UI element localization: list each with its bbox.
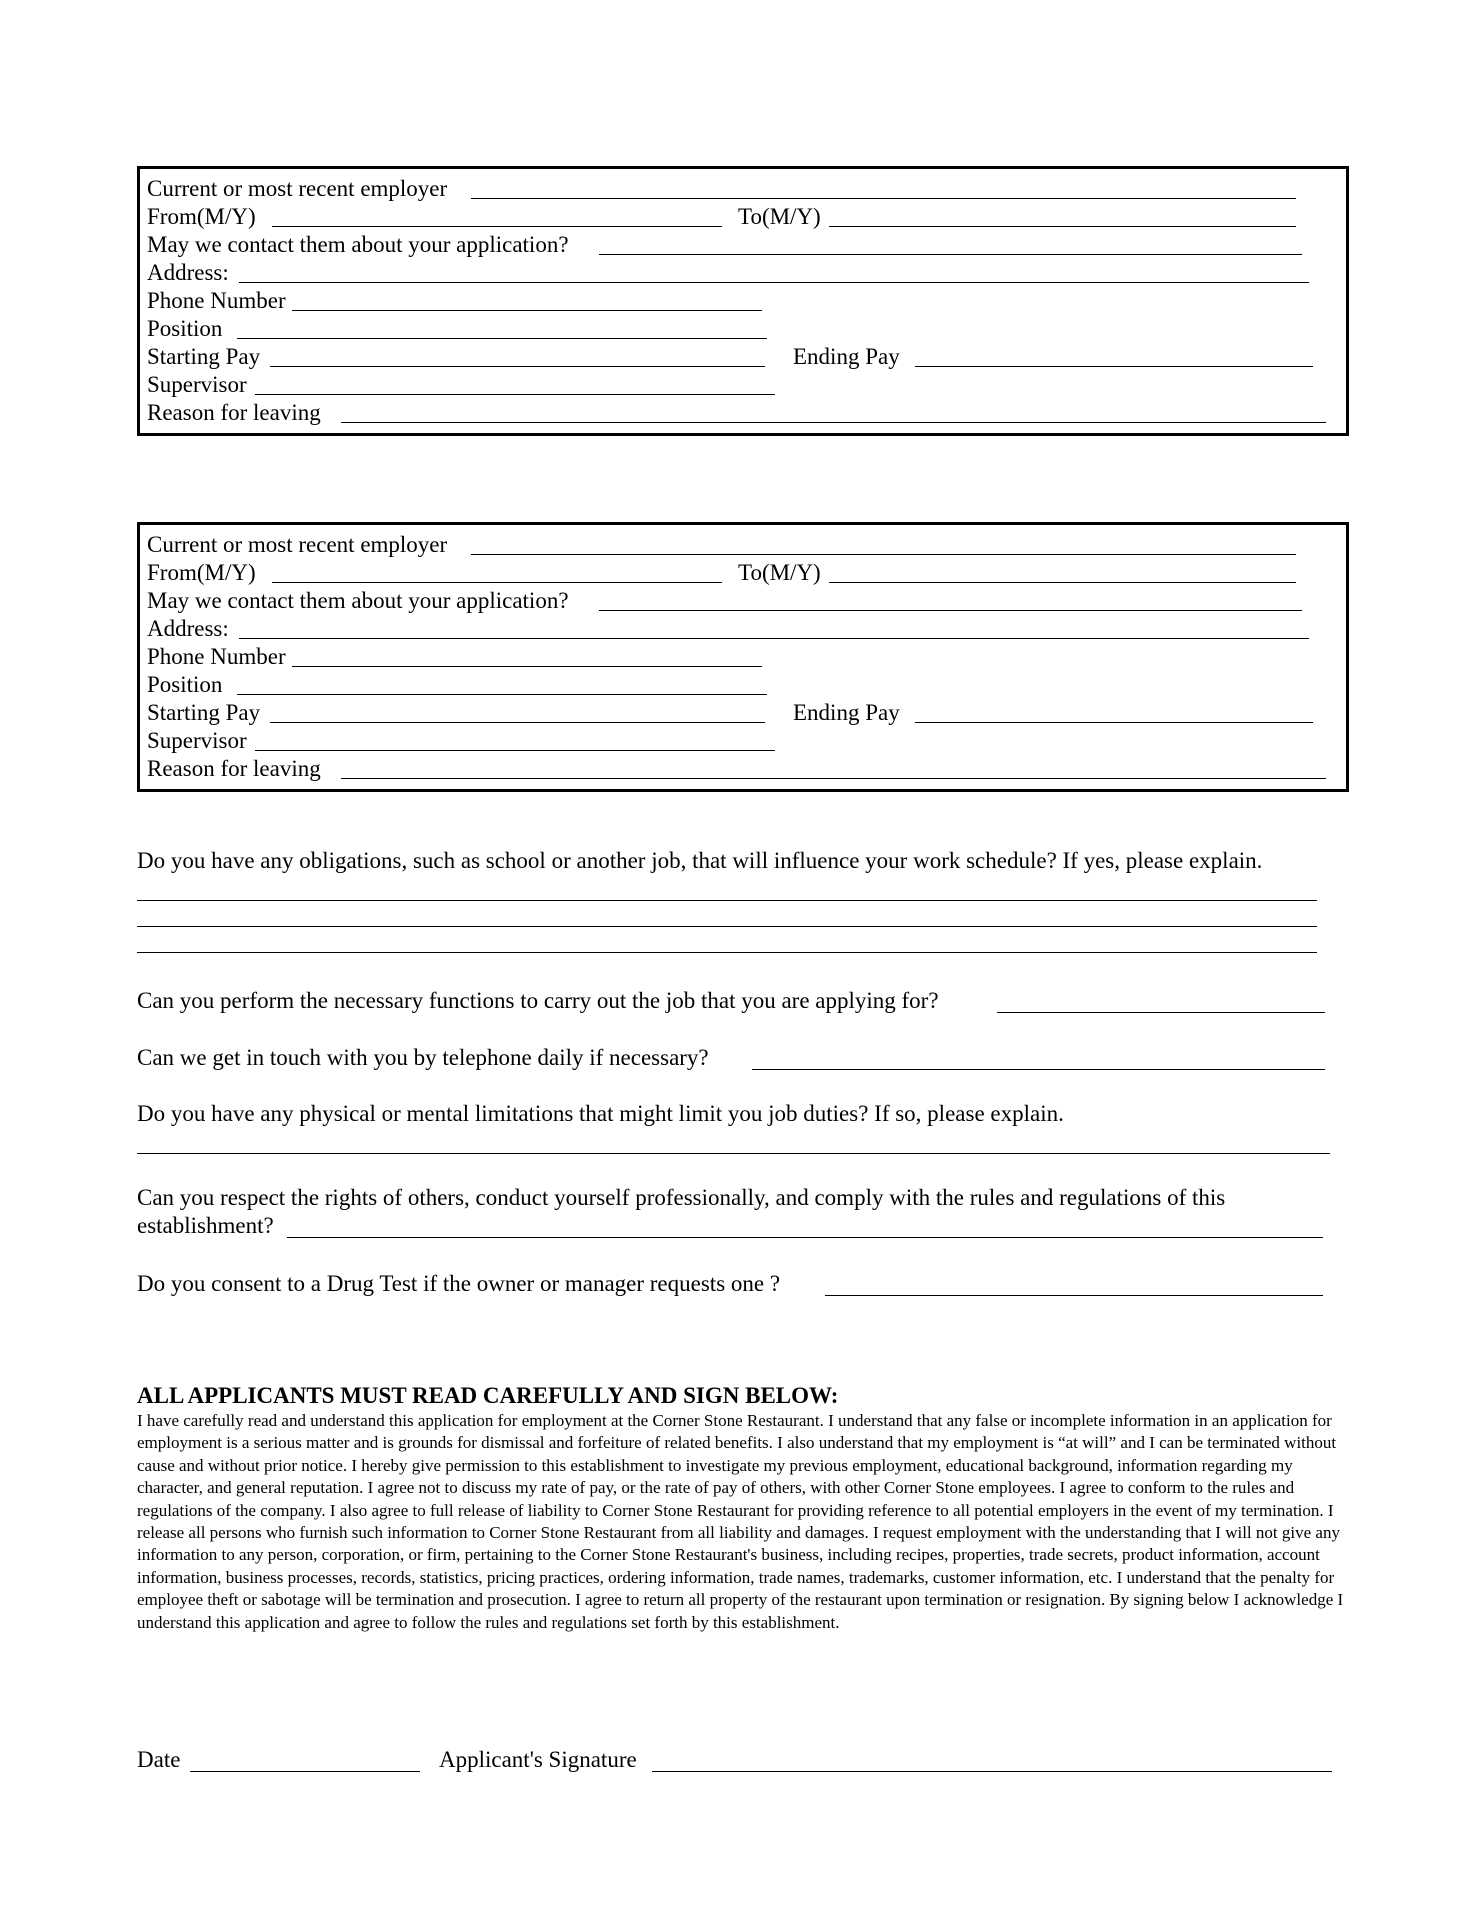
reason-field[interactable] <box>341 778 1326 779</box>
contact-label: May we contact them about your application? <box>147 588 569 613</box>
dates-row <box>147 559 1342 587</box>
obligations-answer-line-2[interactable] <box>137 926 1317 927</box>
starting-pay-field[interactable] <box>270 366 765 367</box>
phone-field[interactable] <box>292 310 762 311</box>
obligations-question: Do you have any obligations, such as school or another job, that will influence your work schedule? If yes, please explain. <box>137 848 1263 873</box>
respect-question-line-1: Can you respect the rights of others, conduct yourself professionally, and comply with the rules and regulations of this <box>137 1185 1226 1210</box>
date-label: Date <box>137 1747 181 1772</box>
current-employer-label: Current or most recent employer <box>147 532 448 557</box>
to-label: To(M/Y) <box>738 560 821 585</box>
address-row <box>147 259 1342 287</box>
supervisor-field[interactable] <box>255 394 775 395</box>
to-field[interactable] <box>829 226 1296 227</box>
respect-question-line-2: establishment? <box>137 1213 274 1238</box>
from-label: From(M/Y) <box>147 560 256 585</box>
telephone-answer-line[interactable] <box>752 1069 1325 1070</box>
position-label: Position <box>147 316 223 341</box>
address-row <box>147 615 1342 643</box>
pay-row <box>147 699 1342 727</box>
functions-question: Can you perform the necessary functions to carry out the job that you are applying for? <box>137 988 939 1013</box>
contact-label: May we contact them about your application? <box>147 232 569 257</box>
date-field[interactable] <box>190 1771 420 1772</box>
to-label: To(M/Y) <box>738 204 821 229</box>
limitations-answer-line[interactable] <box>137 1153 1330 1154</box>
position-field[interactable] <box>237 694 767 695</box>
current-employer-field[interactable] <box>471 198 1296 199</box>
contact-field[interactable] <box>599 254 1302 255</box>
pay-row <box>147 343 1342 371</box>
phone-row <box>147 643 1342 671</box>
position-field[interactable] <box>237 338 767 339</box>
agreement-heading: ALL APPLICANTS MUST READ CAREFULLY AND SIGN BELOW: <box>137 1383 839 1408</box>
address-label: Address: <box>147 616 229 641</box>
drug-test-question: Do you consent to a Drug Test if the owner or manager requests one ? <box>137 1271 781 1296</box>
signature-field[interactable] <box>652 1771 1332 1772</box>
starting-pay-field[interactable] <box>270 722 765 723</box>
supervisor-label: Supervisor <box>147 728 247 753</box>
phone-label: Phone Number <box>147 644 286 669</box>
ending-pay-field[interactable] <box>915 722 1313 723</box>
drug-test-answer-line[interactable] <box>825 1295 1323 1296</box>
current-employer-row <box>147 175 1342 203</box>
obligations-answer-line-3[interactable] <box>137 952 1317 953</box>
current-employer-field[interactable] <box>471 554 1296 555</box>
obligations-answer-line-1[interactable] <box>137 900 1317 901</box>
agreement-text: I have carefully read and understand this application for employment at the Corner Stone Restaurant. I understand that any false or incomplete information in an application for employment is a serious matter and is grounds for dismissal and forfeiture of related benefits. I also understand that my employment is “at will” and I can be terminated without cause and without prior notice. I hereby give permission to this establishment to investigate my previous employment, educational background, information regarding my character, and general reputation. I agree not to discuss my rate of pay, or the rate of pay of others, with other Corner Stone employees. I agree to conform to the rules and regulations of the company. I also agree to full release of liability to Corner Stone Restaurant for providing reference to all potential employers in the event of my termination. I release all persons who furnish such information to Corner Stone Restaurant from all liability and damages. I request employment with the understanding that I will not give any information to any person, corporation, or firm, pertaining to the Corner Stone Restaurant's business, including recipes, properties, trade secrets, product information, account information, business processes, records, statistics, pricing practices, ordering information, trade names, trademarks, customer information, etc. I understand that the penalty for employee theft or sabotage will be termination and prosecution. I agree to return all property of the restaurant upon termination or resignation. By signing below I acknowledge I understand this application and agree to follow the rules and regulations set forth by this establishment. <box>137 1411 1344 1632</box>
phone-label: Phone Number <box>147 288 286 313</box>
starting-pay-label: Starting Pay <box>147 700 261 725</box>
address-label: Address: <box>147 260 229 285</box>
reason-row <box>147 399 1342 427</box>
dates-row <box>147 203 1342 231</box>
address-field[interactable] <box>239 282 1309 283</box>
ending-pay-label: Ending Pay <box>793 700 900 725</box>
supervisor-field[interactable] <box>255 750 775 751</box>
phone-row <box>147 287 1342 315</box>
from-label: From(M/Y) <box>147 204 256 229</box>
contact-field[interactable] <box>599 610 1302 611</box>
employer-box-2 <box>137 522 1349 792</box>
current-employer-label: Current or most recent employer <box>147 176 448 201</box>
respect-answer-line[interactable] <box>287 1237 1323 1238</box>
phone-field[interactable] <box>292 666 762 667</box>
ending-pay-field[interactable] <box>915 366 1313 367</box>
address-field[interactable] <box>239 638 1309 639</box>
supervisor-row <box>147 371 1342 399</box>
from-field[interactable] <box>272 582 722 583</box>
position-row <box>147 671 1342 699</box>
limitations-question: Do you have any physical or mental limitations that might limit you job duties? If so, please explain. <box>137 1101 1064 1126</box>
contact-row <box>147 587 1342 615</box>
contact-row <box>147 231 1342 259</box>
ending-pay-label: Ending Pay <box>793 344 900 369</box>
position-label: Position <box>147 672 223 697</box>
reason-row <box>147 755 1342 783</box>
current-employer-row <box>147 531 1342 559</box>
starting-pay-label: Starting Pay <box>147 344 261 369</box>
supervisor-row <box>147 727 1342 755</box>
telephone-question: Can we get in touch with you by telephone daily if necessary? <box>137 1045 709 1070</box>
to-field[interactable] <box>829 582 1296 583</box>
functions-answer-line[interactable] <box>997 1012 1325 1013</box>
signature-label: Applicant's Signature <box>439 1747 637 1772</box>
position-row <box>147 315 1342 343</box>
reason-field[interactable] <box>341 422 1326 423</box>
from-field[interactable] <box>272 226 722 227</box>
reason-label: Reason for leaving <box>147 756 321 781</box>
employer-box-1 <box>137 166 1349 436</box>
reason-label: Reason for leaving <box>147 400 321 425</box>
supervisor-label: Supervisor <box>147 372 247 397</box>
